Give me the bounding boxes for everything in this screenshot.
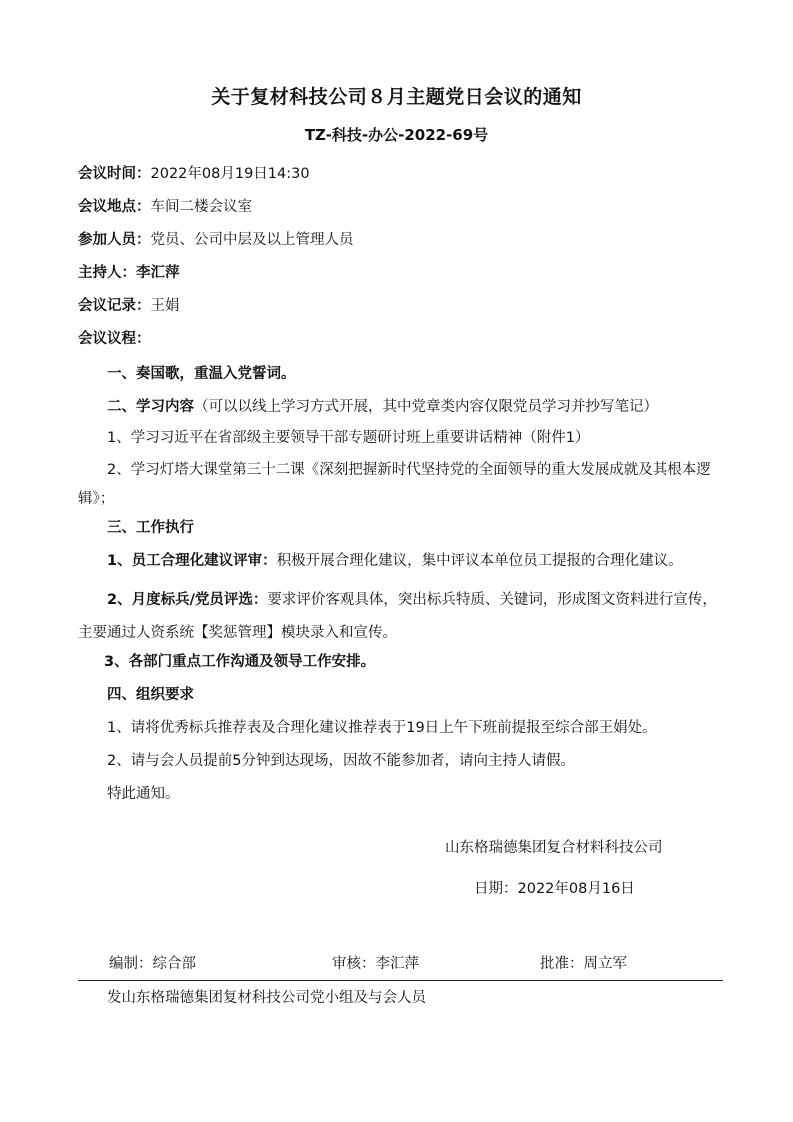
agenda-item-3-sub-1-text: 积极开展合理化建议，集中评议本单位员工提报的合理化建议。 (276, 553, 683, 569)
agenda-item-3-sub-2-text: 要求评价客观具体，突出标兵特质、关键词，形成图文资料进行宣传，主要通过人资系统【奖惩管理】模块录入和宣传。 (78, 592, 717, 641)
agenda-item-3-sub-2-heading: 2、月度标兵/党员评选： (107, 592, 268, 608)
meeting-place-value: 车间二楼会议室 (150, 199, 252, 215)
agenda-item-2-note: （可以以线上学习方式开展，其中党章类内容仅限党员学习并抄写笔记） (194, 399, 658, 415)
signature-date: 日期：2022年08月16日 (474, 881, 635, 897)
agenda-item-3-sub-3: 3、各部门重点工作沟通及领导工作安排。 (104, 654, 376, 670)
recorder-row (78, 296, 723, 316)
attendees-value: 党员、公司中层及以上管理人员 (150, 232, 354, 248)
agenda-item-2-sub-1: 1、学习习近平在省部级主要领导干部专题研讨班上重要讲话精神（附件1） (107, 430, 590, 446)
host-row (78, 263, 723, 283)
agenda-item-3-sub-2 (78, 584, 723, 650)
agenda-item-3-sub-1 (107, 551, 723, 571)
agenda-item-4-sub-2: 2、请与会人员提前5分钟到达现场，因故不能参加者，请向主持人请假。 (107, 753, 575, 769)
recorder-label: 会议记录： (78, 298, 151, 314)
agenda-item-2 (107, 397, 723, 417)
footer-editor: 编制：综合部 (109, 956, 196, 972)
footer-distribution: 发山东格瑞德集团复材科技公司党小组及与会人员 (107, 990, 426, 1006)
agenda-item-1: 一、奏国歌，重温入党誓词。 (107, 366, 296, 382)
document-title: 关于复材科技公司８月主题党日会议的通知 (211, 86, 582, 108)
host-value: 李汇萍 (136, 265, 180, 281)
agenda-item-4-sub-1: 1、请将优秀标兵推荐表及合理化建议推荐表于19日上午下班前提报至综合部王娟处。 (107, 720, 657, 736)
agenda-label: 会议议程： (78, 331, 151, 347)
attendees-label: 参加人员： (78, 232, 151, 248)
agenda-item-4-heading: 四、组织要求 (107, 687, 194, 703)
host-label: 主持人： (78, 265, 136, 281)
agenda-item-2-sub-2: 2、学习灯塔大课堂第三十二课《深刻把握新时代坚持党的全面领导的重大发展成就及其根本逻辑》； (78, 462, 711, 507)
meeting-time-label: 会议时间： (78, 166, 151, 182)
recorder-value: 王娟 (150, 298, 180, 314)
meeting-time-row (78, 164, 723, 184)
agenda-item-2-heading: 二、学习内容 (107, 399, 194, 415)
meeting-time-value: 2022年08月19日14:30 (150, 166, 310, 182)
agenda-item-3-heading: 三、工作执行 (107, 520, 194, 536)
meeting-place-row (78, 197, 723, 217)
agenda-item-3-sub-1-heading: 1、员工合理化建议评审： (107, 553, 277, 569)
footer-approver: 批准：周立军 (540, 956, 627, 972)
footer-reviewer: 审核：李汇萍 (332, 956, 419, 972)
meeting-place-label: 会议地点： (78, 199, 151, 215)
signature-company: 山东格瑞德集团复合材料科技公司 (445, 840, 663, 856)
attendees-row (78, 230, 723, 250)
closing-line: 特此通知。 (107, 786, 180, 802)
document-number: TZ-科技-办公-2022-69号 (304, 126, 489, 144)
footer-divider (78, 980, 723, 981)
